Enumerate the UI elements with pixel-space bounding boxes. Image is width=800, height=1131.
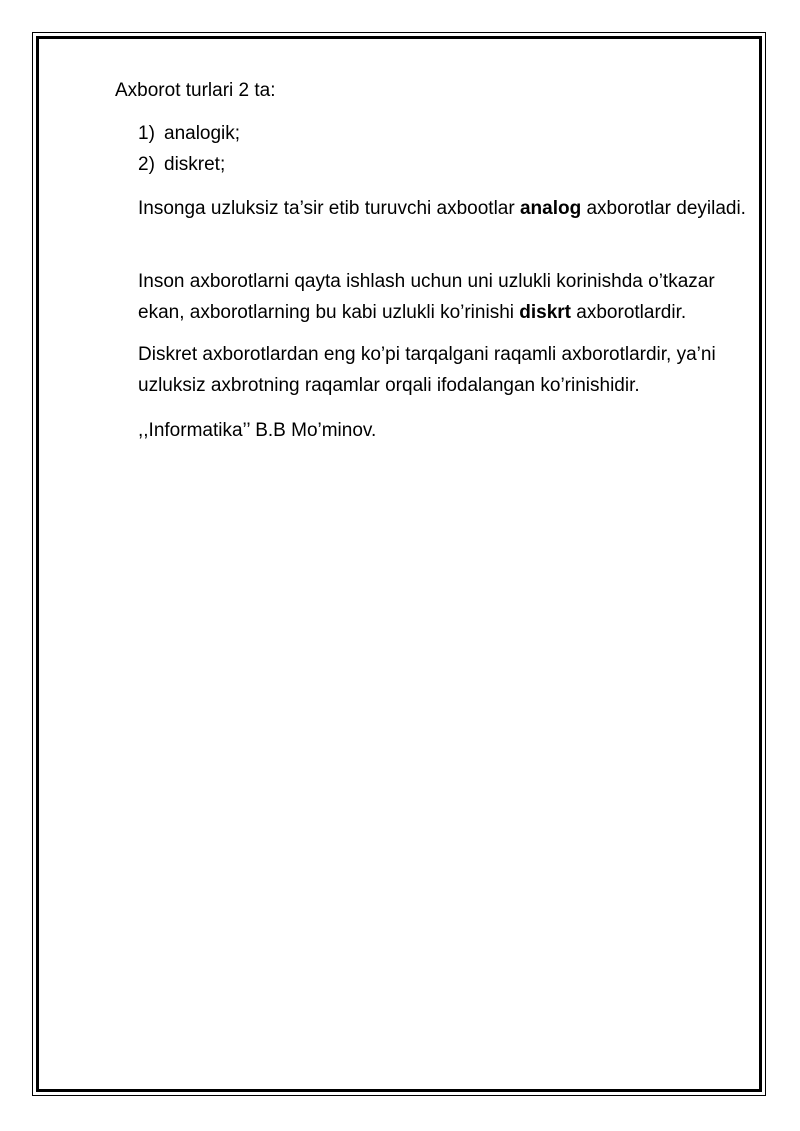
paragraph-text: axborotlar deyiladi. <box>581 198 746 219</box>
list-item-text: analogik; <box>164 123 241 144</box>
citation: ,,Informatika’’ B.B Mo’minov. <box>138 420 377 441</box>
paragraph-digital: Diskret axborotlardan eng ko’pi tarqalgani raqamli axborotlardir, ya’ni uzluksiz axbrotning raqamlar orqali ifodalangan ko’rinishidir. <box>138 344 716 396</box>
paragraph-text: Insonga uzluksiz ta’sir etib turuvchi axbootlar <box>138 198 520 219</box>
list-item-number: 1) <box>138 123 155 144</box>
list-item <box>138 149 240 180</box>
paragraph-discrete <box>138 266 758 328</box>
list-item-number: 2) <box>138 154 155 175</box>
document-heading: Axborot turlari 2 ta: <box>115 80 276 101</box>
paragraph-text: axborotlardir. <box>571 302 687 323</box>
paragraph-analog <box>138 193 758 224</box>
bold-term-analog: analog <box>519 198 582 219</box>
bold-term-diskrt: diskrt <box>519 302 572 323</box>
paragraph-text: Inson axborotlarni qayta ishlash uchun uni uzlukli korinishda o’tkazar ekan, axborotlarning bu kabi uzlukli ko’rinishi <box>138 271 715 323</box>
list-item-text: diskret; <box>164 154 226 175</box>
info-types-list <box>138 118 240 180</box>
list-item <box>138 118 240 149</box>
